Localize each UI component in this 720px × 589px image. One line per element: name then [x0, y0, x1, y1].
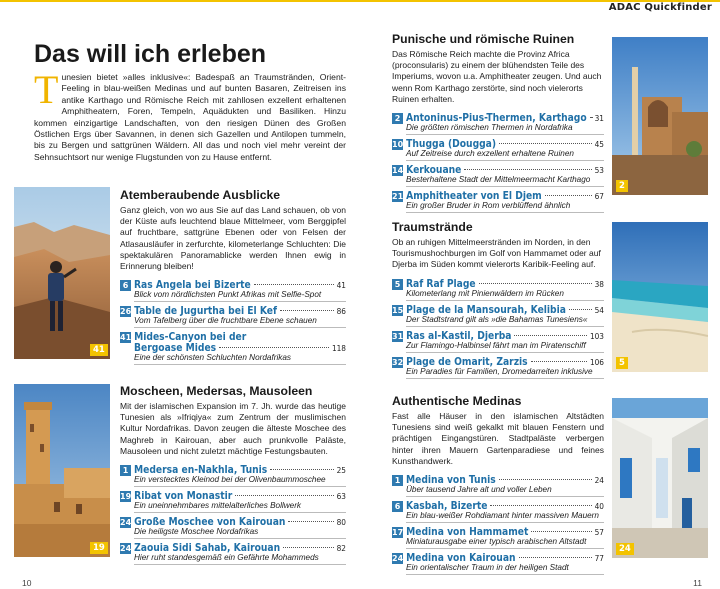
- entry-number: 32: [392, 357, 404, 367]
- list-item[interactable]: [392, 553, 604, 575]
- list-item[interactable]: [392, 305, 604, 327]
- page-ref: 53: [594, 165, 604, 176]
- entry-number: 1: [392, 475, 403, 486]
- photo-medina: [612, 398, 708, 558]
- list-item[interactable]: [392, 475, 604, 497]
- left-page: [14, 22, 346, 577]
- list-item[interactable]: [120, 306, 346, 328]
- section-title: Traumstrände: [392, 220, 473, 234]
- page-ref: 118: [331, 343, 346, 354]
- beach-photo-image: [612, 222, 708, 372]
- section-mosques: [120, 384, 346, 569]
- leader-dots: [288, 521, 333, 522]
- page-ref: 86: [336, 306, 346, 317]
- entry-desc: Ein blau-weißer Rohdiamant hinter massiven Mauern: [406, 511, 604, 523]
- leader-dots: [464, 169, 591, 170]
- page-ref: 57: [594, 527, 604, 538]
- page-ref: 106: [589, 356, 604, 367]
- entry-number: 1: [120, 465, 131, 476]
- entry-desc: Die heiligste Moschee Nordafrikas: [134, 527, 346, 539]
- entry-name[interactable]: Medina von Hammamet: [406, 527, 529, 539]
- list-item[interactable]: [392, 113, 604, 135]
- page-ref: 80: [336, 517, 346, 528]
- entry-name[interactable]: Amphitheater von El Djem: [406, 191, 542, 203]
- page-ref: 45: [594, 139, 604, 150]
- entry-number: 21: [392, 192, 404, 202]
- section-medinas: [392, 394, 604, 579]
- entry-name[interactable]: Kerkouane: [406, 165, 462, 177]
- photo-badge: 41: [90, 344, 108, 356]
- top-bar: [0, 0, 720, 14]
- hiker-photo-image: [14, 187, 110, 359]
- entry-number: 24: [120, 518, 132, 528]
- entry-desc: Besterhaltene Stadt der Mittelmeermacht Karthago: [406, 175, 604, 187]
- entry-number: 2: [392, 113, 403, 124]
- section-body: Mit der islamischen Expansion im 7. Jh. wurde das heutige Tunesien als »Ifriqiya« zum Zentrum der muslimischen Kultur Nordafrikas. Davon zeugen die älteste Moschee des Maghreb in Kairouan, aber auch prunkvolle Paläste, Mausoleen und nicht zuletzt mächtige Festungsbauten.: [120, 401, 346, 456]
- entry-desc: Ein großer Bruder in Rom verblüffend ähnlich: [406, 201, 604, 213]
- page-ref: 103: [589, 330, 604, 341]
- series-title: ADAC Quickfinder: [608, 2, 712, 13]
- dropcap: T: [34, 67, 59, 112]
- entry-desc: Ein Paradies für Familien, Dromedarreiten inklusive: [406, 367, 604, 379]
- entry-name[interactable]: Medina von Kairouan: [406, 553, 516, 565]
- entry-number: 14: [392, 166, 404, 176]
- entry-name[interactable]: Medina von Tunis: [406, 475, 496, 487]
- entry-desc: Zur Flamingo-Halbinsel fährt man im Piratenschiff: [406, 341, 604, 353]
- list-item[interactable]: [392, 527, 604, 549]
- entry-name[interactable]: Kasbah, Bizerte: [406, 501, 488, 513]
- section-body: Das Römische Reich machte die Provinz Africa (proconsularis) zu einem der blühendsten Teile des Imperiums, wovon u.a. Amphitheater zeugen. Und auch wenn Rom Karthago zerstörte, sind noch vielerorts Ruinen erhalten.: [392, 49, 602, 104]
- section-body: Fast alle Häuser in den islamischen Altstädten Tunesiens sind weiß gekalkt mit blauen Fenstern und prächtigen Eingangstüren. Stadtpaläste verbergen hinter ihren Mauern Gartenparadiese und feines Kunsthandwerk.: [392, 411, 604, 466]
- list-item[interactable]: [392, 501, 604, 523]
- section-body: Ob an ruhigen Mittelmeerstränden im Norden, in den Tourismushochburgen im Golf von Hammamet oder auf Djerba im Süden kommt vielerorts Karibik-Feeling auf.: [392, 237, 601, 270]
- entry-list: [392, 475, 604, 575]
- list-item[interactable]: [392, 165, 604, 187]
- page-ref: 40: [594, 501, 604, 512]
- entry-number: 5: [392, 279, 403, 290]
- entry-desc: Eine der schönsten Schluchten Nordafrikas: [134, 353, 346, 365]
- section-title: Authentische Medinas: [392, 394, 522, 408]
- photo-viewpoint: [14, 187, 110, 359]
- leader-dots: [283, 547, 333, 548]
- entry-desc: Der Stadtstrand gilt als »die Bahamas Tunesiens«: [406, 315, 604, 327]
- entry-desc: Blick vom nördlichsten Punkt Afrikas mit Selfie-Spot: [134, 290, 346, 302]
- list-item[interactable]: [392, 331, 604, 353]
- entry-name[interactable]: Raf Raf Plage: [406, 278, 476, 290]
- page-number-left: 10: [22, 578, 32, 588]
- leader-dots: [254, 284, 334, 285]
- entry-number: 6: [120, 280, 131, 291]
- leader-dots: [490, 505, 591, 506]
- entry-number: 24: [120, 544, 132, 554]
- list-item[interactable]: [120, 280, 346, 302]
- entry-number: 31: [392, 331, 404, 341]
- intro-body: unesien bietet »alles inklusive«: Badespaß an Traumstränden, Orient-Feeling in blau-weißen Medinas und auf bunten Basaren, Zeitreisen ins antike Karthago und Römische Reich mit zahllosen exzellent erhaltenen Amphitheatern, Foren, Tempeln, Aquädukten und Basiliken. Hinzu kommen einzigartige Landschaften, von den riesigen Dünen des Großen Östlichen Ergs über Savannen, in denen sich Gazellen und Antilopen tummeln, bis zu Bergen und sattgrünen Wäldern. All das und noch viel mehr vereint der Sehnsuchtsort nur wenige Flugstunden von zu Hause entfernt.: [34, 72, 346, 162]
- entry-desc: Ein orientalischer Traum in der heiligen Stadt: [406, 563, 604, 575]
- page-ref: 31: [594, 113, 604, 124]
- entry-name[interactable]: Ribat von Monastir: [134, 491, 233, 503]
- ruins-photo-image: [612, 37, 708, 195]
- photo-badge: 24: [616, 543, 634, 555]
- entry-desc: Miniaturausgabe einer typisch arabischen Altstadt: [406, 537, 604, 549]
- entry-name[interactable]: Große Moschee von Kairouan: [134, 517, 286, 529]
- section-ruins: [392, 32, 604, 217]
- leader-dots: [235, 495, 333, 496]
- entry-list: [120, 465, 346, 565]
- entry-list: [392, 113, 604, 213]
- entry-list: [120, 280, 346, 365]
- page-ref: 77: [594, 553, 604, 564]
- entry-number: 41: [120, 333, 132, 343]
- list-item[interactable]: [120, 465, 346, 487]
- list-item[interactable]: [392, 279, 604, 301]
- list-item[interactable]: [120, 491, 346, 513]
- photo-mosque: [14, 384, 110, 557]
- entry-desc: Kilometerlang mit Pinienwäldern im Rücken: [406, 289, 604, 301]
- list-item[interactable]: [392, 191, 604, 213]
- medina-photo-image: [612, 398, 708, 558]
- page-ref: 24: [594, 475, 604, 486]
- entry-name-line2[interactable]: Bergoase Mides: [134, 343, 217, 355]
- intro-text: [34, 67, 346, 163]
- list-item[interactable]: [120, 543, 346, 565]
- page-ref: 41: [336, 280, 346, 291]
- ribat-photo-image: [14, 384, 110, 557]
- page-ref: 54: [594, 304, 604, 315]
- entry-name[interactable]: Ras Angela bei Bizerte: [134, 280, 251, 292]
- leader-dots: [479, 283, 592, 284]
- entry-name[interactable]: Zaouia Sidi Sahab, Kairouan: [134, 543, 281, 555]
- entry-desc: Auf Zeitreise durch exzellent erhaltene Ruinen: [406, 149, 604, 161]
- entry-desc: Vom Tafelberg über die fruchtbare Ebene schauen: [134, 316, 346, 328]
- leader-dots: [499, 479, 592, 480]
- leader-dots: [569, 309, 592, 310]
- section-views: [120, 188, 346, 369]
- section-title: Atemberaubende Ausblicke: [120, 188, 281, 202]
- entry-name[interactable]: Thugga (Dougga): [406, 139, 497, 151]
- photo-badge: 5: [616, 357, 628, 369]
- entry-name[interactable]: Plage de Omarit, Zarzis: [406, 356, 528, 368]
- photo-badge: 2: [616, 180, 628, 192]
- leader-dots: [531, 361, 587, 362]
- section-beaches: [392, 220, 604, 383]
- list-item[interactable]: [392, 357, 604, 379]
- leader-dots: [270, 469, 333, 470]
- entry-desc: Ein uneinnehmbares mittelalterliches Bollwerk: [134, 501, 346, 513]
- list-item[interactable]: [120, 332, 346, 365]
- entry-desc: Ein verstecktes Kleinod bei der Olivenbaummoschee: [134, 475, 346, 487]
- page-ref: 82: [336, 543, 346, 554]
- page-ref: 67: [594, 191, 604, 202]
- photo-beach: [612, 222, 708, 372]
- leader-dots: [219, 347, 329, 348]
- entry-number: 26: [120, 307, 132, 317]
- leader-dots: [519, 557, 592, 558]
- photo-ruins: [612, 37, 708, 195]
- entry-name[interactable]: Table de Jugurtha bei El Kef: [134, 306, 277, 318]
- entry-desc: Die größten römischen Thermen in Nordafrika: [406, 123, 604, 135]
- leader-dots: [590, 117, 592, 118]
- entry-name[interactable]: Antoninus-Pius-Thermen, Karthago: [406, 113, 587, 125]
- page-ref: 25: [336, 465, 346, 476]
- entry-name[interactable]: Ras al-Kastil, Djerba: [406, 330, 512, 342]
- right-page: [388, 22, 708, 577]
- page-title: Das will ich erleben: [34, 40, 267, 68]
- page-ref: 38: [594, 278, 604, 289]
- entry-number: 19: [120, 492, 132, 502]
- entry-desc: Hier ruht standesgemäß ein Gefährte Mohammeds: [134, 553, 346, 565]
- entry-name[interactable]: Medersa en-Nakhla, Tunis: [134, 465, 268, 477]
- entry-name[interactable]: Plage de la Mansourah, Kelibia: [406, 304, 566, 316]
- photo-badge: 19: [90, 542, 108, 554]
- page-ref: 63: [336, 491, 346, 502]
- entry-number: 17: [392, 528, 404, 538]
- entry-name[interactable]: Mides-Canyon bei der: [134, 332, 247, 344]
- leader-dots: [514, 335, 586, 336]
- entry-number: 24: [392, 554, 404, 564]
- entry-desc: Über tausend Jahre alt und voller Leben: [406, 485, 604, 497]
- leader-dots: [280, 310, 334, 311]
- section-title: Moscheen, Medersas, Mausoleen: [120, 384, 313, 398]
- page-number-right: 11: [693, 578, 702, 588]
- entry-list: [392, 279, 604, 379]
- leader-dots: [545, 195, 592, 196]
- entry-number: 10: [392, 140, 404, 150]
- leader-dots: [499, 143, 592, 144]
- list-item[interactable]: [120, 517, 346, 539]
- list-item[interactable]: [392, 139, 604, 161]
- section-body: Ganz gleich, von wo aus Sie auf das Land schauen, ob von der Küste aufs leuchtend blaue Mittelmeer, vom Berggipfel auf fruchtbare, sattgrüne Ebenen oder von Felsen der Atlasausläufer in zerfurchte, kilometerlange Schluchten: Die spektakulären Panoramablicke werden Ihnen ewig in Erinnerung bleiben!: [120, 205, 346, 272]
- section-title: Punische und römische Ruinen: [392, 32, 575, 46]
- entry-number: 15: [392, 305, 404, 315]
- entry-number: 6: [392, 501, 403, 512]
- leader-dots: [531, 531, 591, 532]
